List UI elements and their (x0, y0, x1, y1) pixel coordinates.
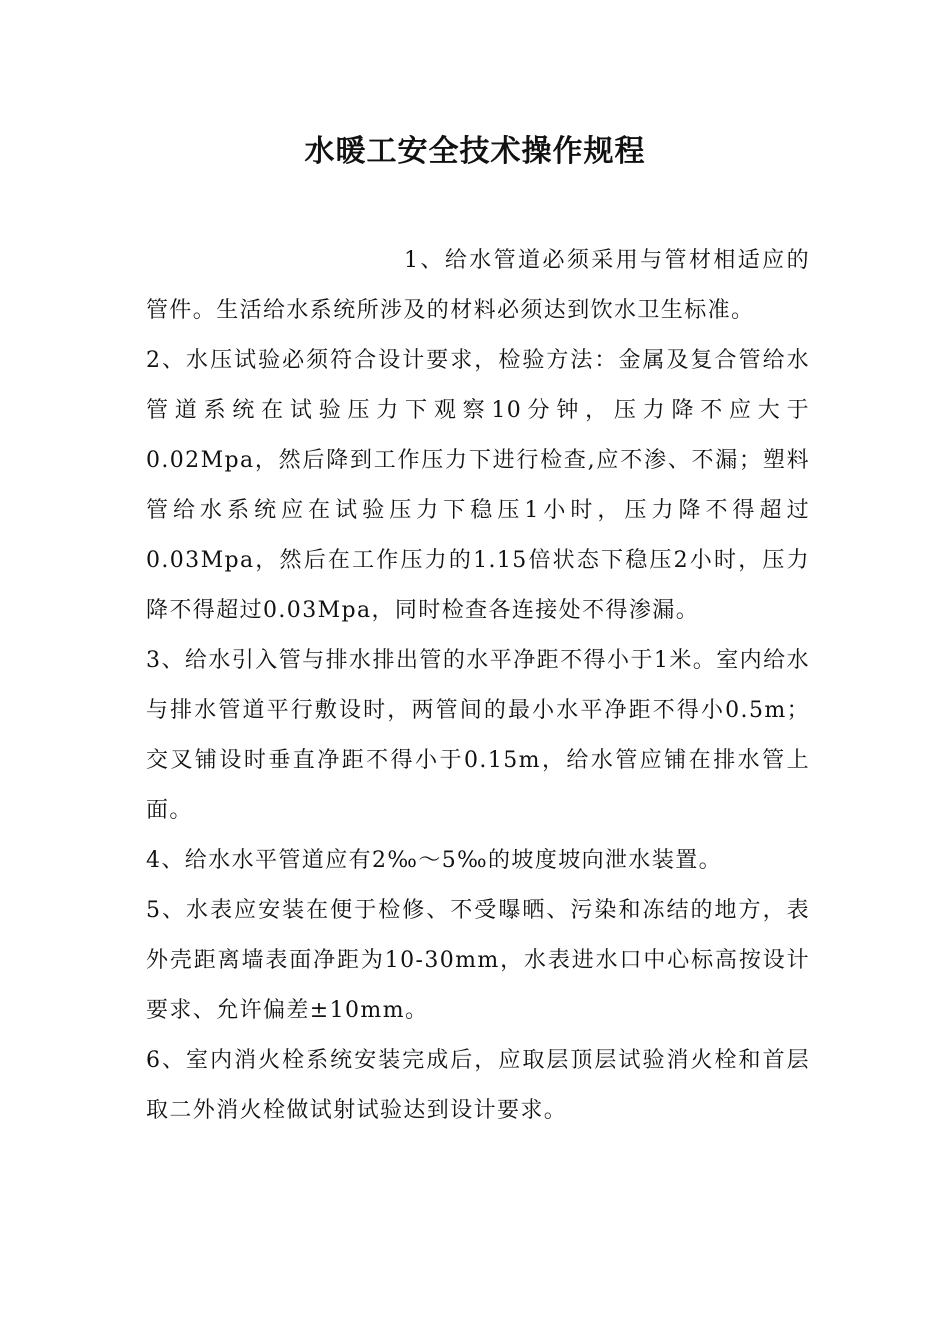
document-title: 水暖工安全技术操作规程 (304, 134, 646, 169)
paragraph-3: 3、给水引入管与排水排出管的水平净距不得小于1米。室内给水与排水管道平行敷设时，两管间的最小水平净距不得小0.5m；交叉铺设时垂直净距不得小于0.15m，给水管应铺在排水管上面。 (146, 648, 810, 823)
paragraph-2: 2、水压试验必须符合设计要求，检验方法：金属及复合管给水管道系统在试验压力下观察10分钟，压力降不应大于0.02Mpa，然后降到工作压力下进行检查,应不渗、不漏；塑料管给水系统应在试验压力下稳压1小时，压力降不得超过0.03Mpa，然后在工作压力的1.15倍状态下稳压2小时，压力降不得超过0.03Mpa，同时检查各连接处不得渗漏。 (146, 348, 810, 623)
paragraph-4: 4、给水水平管道应有2‰～5‰的坡度坡向泄水装置。 (146, 848, 723, 873)
paragraph-5: 5、水表应安装在便于检修、不受曝晒、污染和冻结的地方，表外壳距离墙表面净距为10-30mm，水表进水口中心标高按设计要求、允许偏差±10mm。 (146, 898, 810, 1023)
paragraph-1: 1、给水管道必须采用与管材相适应的管件。生活给水系统所涉及的材料必须达到饮水卫生标准。 (146, 248, 810, 323)
document-body (146, 236, 810, 1136)
paragraph-6: 6、室内消火栓系统安装完成后，应取层顶层试验消火栓和首层取二外消火栓做试射试验达到设计要求。 (146, 1048, 810, 1123)
